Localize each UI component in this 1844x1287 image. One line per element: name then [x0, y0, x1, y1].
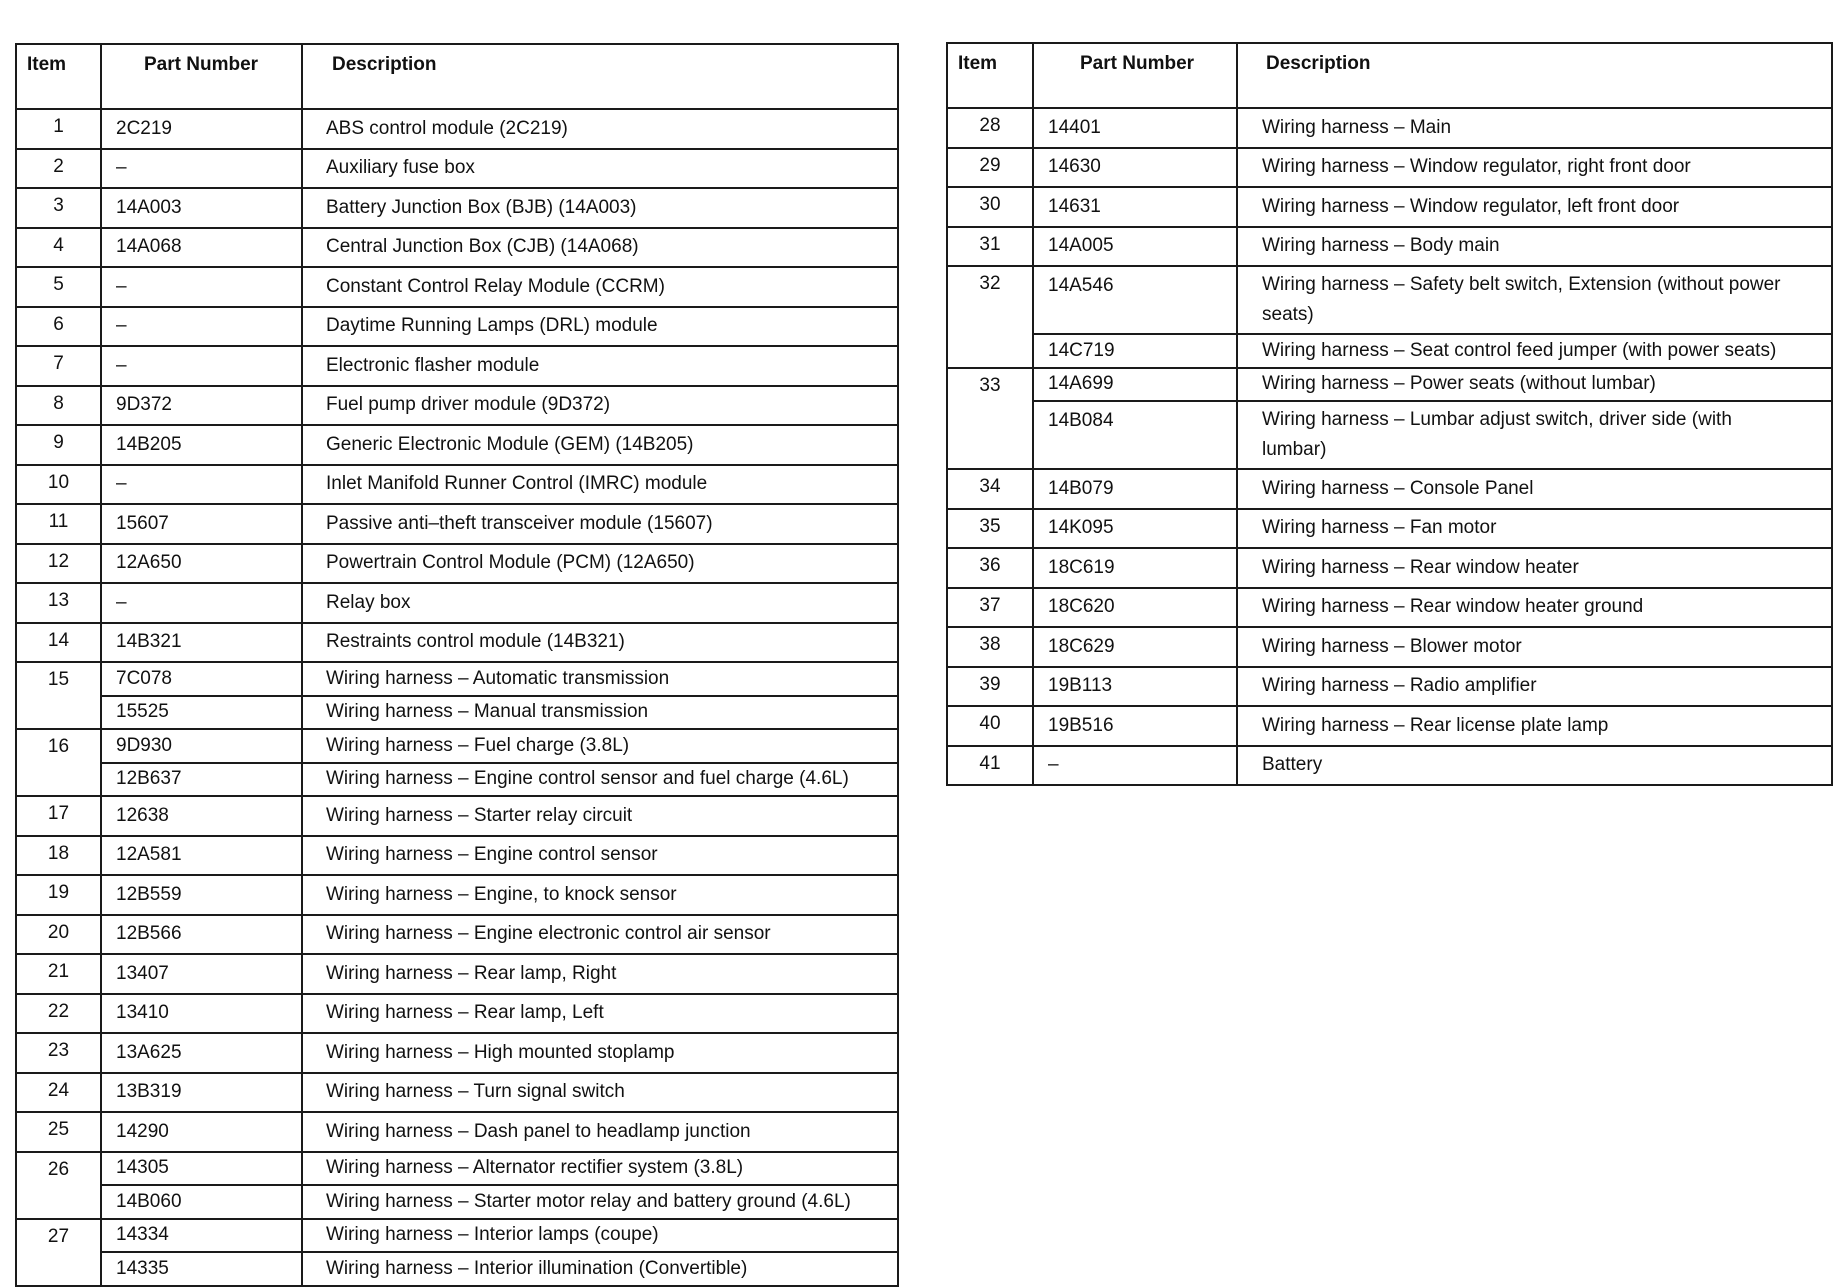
- part-description: Wiring harness – Alternator rectifier system (3.8L): [302, 1152, 898, 1186]
- part-number: 14B060: [101, 1185, 302, 1219]
- part-description: Wiring harness – Interior lamps (coupe): [302, 1219, 898, 1253]
- part-description: Powertrain Control Module (PCM) (12A650): [302, 544, 898, 584]
- table-row: [16, 188, 898, 228]
- table-body-left: [16, 109, 898, 1286]
- item-number: 21: [16, 954, 101, 994]
- header-part-number: Part Number: [101, 44, 302, 109]
- table-row: [16, 1185, 898, 1219]
- table-row: [947, 746, 1832, 786]
- header-part-number: Part Number: [1033, 43, 1237, 108]
- part-description: Wiring harness – Radio amplifier: [1237, 667, 1832, 707]
- item-number: 15: [16, 662, 101, 729]
- part-number: 15525: [101, 696, 302, 730]
- part-number: 13B319: [101, 1073, 302, 1113]
- part-description: Wiring harness – Power seats (without lumbar): [1237, 368, 1832, 402]
- part-description: Wiring harness – Window regulator, left front door: [1237, 187, 1832, 227]
- item-number: 27: [16, 1219, 101, 1286]
- part-number: 14K095: [1033, 509, 1237, 549]
- part-description: Inlet Manifold Runner Control (IMRC) module: [302, 465, 898, 505]
- part-number: –: [101, 149, 302, 189]
- table-row: [16, 623, 898, 663]
- item-number: 31: [947, 227, 1033, 267]
- item-number: 2: [16, 149, 101, 189]
- item-number: 13: [16, 583, 101, 623]
- part-description: Passive anti–theft transceiver module (15607): [302, 504, 898, 544]
- item-number: 34: [947, 469, 1033, 509]
- part-number: 9D372: [101, 386, 302, 426]
- part-number: 12B566: [101, 915, 302, 955]
- part-description: Wiring harness – Lumbar adjust switch, driver side (with lumbar): [1237, 401, 1832, 469]
- part-number: 14A068: [101, 228, 302, 268]
- item-number: 20: [16, 915, 101, 955]
- item-number: 7: [16, 346, 101, 386]
- part-description: Wiring harness – Fan motor: [1237, 509, 1832, 549]
- item-number: 25: [16, 1112, 101, 1152]
- item-number: 22: [16, 994, 101, 1034]
- table-row: [947, 401, 1832, 469]
- header-item: Item: [947, 43, 1033, 108]
- item-number: 5: [16, 267, 101, 307]
- table-row: [16, 267, 898, 307]
- item-number: 36: [947, 548, 1033, 588]
- part-description: Wiring harness – High mounted stoplamp: [302, 1033, 898, 1073]
- part-description: Fuel pump driver module (9D372): [302, 386, 898, 426]
- part-description: Wiring harness – Engine, to knock sensor: [302, 875, 898, 915]
- table-row: [947, 469, 1832, 509]
- part-description: Wiring harness – Main: [1237, 108, 1832, 148]
- part-number: 14A003: [101, 188, 302, 228]
- part-description: Wiring harness – Safety belt switch, Extension (without power seats): [1237, 266, 1832, 334]
- table-row: [947, 368, 1832, 402]
- part-number: –: [101, 465, 302, 505]
- part-description: Generic Electronic Module (GEM) (14B205): [302, 425, 898, 465]
- part-number: 12A650: [101, 544, 302, 584]
- table-row: [947, 108, 1832, 148]
- item-number: 19: [16, 875, 101, 915]
- table-row: [16, 662, 898, 696]
- table-row: [16, 109, 898, 149]
- table-row: [16, 544, 898, 584]
- part-number: –: [101, 307, 302, 347]
- part-number: 12B637: [101, 763, 302, 797]
- header-description: Description: [302, 44, 898, 109]
- part-description: Central Junction Box (CJB) (14A068): [302, 228, 898, 268]
- part-number: 12B559: [101, 875, 302, 915]
- item-number: 11: [16, 504, 101, 544]
- item-number: 12: [16, 544, 101, 584]
- table-row: [16, 875, 898, 915]
- item-number: 38: [947, 627, 1033, 667]
- part-description: Wiring harness – Manual transmission: [302, 696, 898, 730]
- table-row: [16, 228, 898, 268]
- part-number: 13A625: [101, 1033, 302, 1073]
- item-number: 26: [16, 1152, 101, 1219]
- item-number: 23: [16, 1033, 101, 1073]
- table-row: [947, 187, 1832, 227]
- part-description: Battery Junction Box (BJB) (14A003): [302, 188, 898, 228]
- part-description: Wiring harness – Fuel charge (3.8L): [302, 729, 898, 763]
- part-description: Electronic flasher module: [302, 346, 898, 386]
- table-row: [947, 706, 1832, 746]
- part-number: 18C619: [1033, 548, 1237, 588]
- table-row: [16, 1033, 898, 1073]
- part-description: Wiring harness – Dash panel to headlamp junction: [302, 1112, 898, 1152]
- table-row: [947, 548, 1832, 588]
- table-row: [947, 667, 1832, 707]
- table-row: [16, 954, 898, 994]
- item-number: 41: [947, 746, 1033, 786]
- item-number: 24: [16, 1073, 101, 1113]
- part-number: –: [101, 583, 302, 623]
- table-row: [16, 1112, 898, 1152]
- parts-table-right: [946, 42, 1833, 786]
- item-number: 37: [947, 588, 1033, 628]
- part-number: 14B321: [101, 623, 302, 663]
- item-number: 6: [16, 307, 101, 347]
- part-description: Wiring harness – Rear window heater: [1237, 548, 1832, 588]
- part-description: Battery: [1237, 746, 1832, 786]
- part-number: –: [101, 267, 302, 307]
- part-description: Wiring harness – Engine control sensor and fuel charge (4.6L): [302, 763, 898, 797]
- table-row: [16, 696, 898, 730]
- part-number: 14290: [101, 1112, 302, 1152]
- part-number: 14305: [101, 1152, 302, 1186]
- part-number: 14B205: [101, 425, 302, 465]
- table-row: [16, 1073, 898, 1113]
- table-row: [16, 504, 898, 544]
- table-row: [16, 149, 898, 189]
- table-row: [947, 627, 1832, 667]
- part-description: Wiring harness – Starter relay circuit: [302, 796, 898, 836]
- part-number: 14334: [101, 1219, 302, 1253]
- item-number: 18: [16, 836, 101, 876]
- header-description: Description: [1237, 43, 1832, 108]
- item-number: 33: [947, 368, 1033, 470]
- header-item: Item: [16, 44, 101, 109]
- part-number: 14A005: [1033, 227, 1237, 267]
- part-number: 9D930: [101, 729, 302, 763]
- part-description: Daytime Running Lamps (DRL) module: [302, 307, 898, 347]
- table-row: [947, 334, 1832, 368]
- table-row: [16, 425, 898, 465]
- part-number: 7C078: [101, 662, 302, 696]
- item-number: 30: [947, 187, 1033, 227]
- part-number: 14631: [1033, 187, 1237, 227]
- part-number: 12A581: [101, 836, 302, 876]
- part-number: 14A546: [1033, 266, 1237, 334]
- item-number: 35: [947, 509, 1033, 549]
- part-number: 13407: [101, 954, 302, 994]
- part-number: –: [1033, 746, 1237, 786]
- table-row: [16, 763, 898, 797]
- table-row: [16, 1252, 898, 1286]
- part-number: 14335: [101, 1252, 302, 1286]
- part-description: Wiring harness – Turn signal switch: [302, 1073, 898, 1113]
- item-number: 1: [16, 109, 101, 149]
- table-row: [16, 796, 898, 836]
- part-number: 14B079: [1033, 469, 1237, 509]
- item-number: 4: [16, 228, 101, 268]
- part-number: 19B113: [1033, 667, 1237, 707]
- part-number: 2C219: [101, 109, 302, 149]
- part-description: Wiring harness – Console Panel: [1237, 469, 1832, 509]
- header-row: [947, 43, 1832, 108]
- part-description: Wiring harness – Engine electronic control air sensor: [302, 915, 898, 955]
- part-number: 13410: [101, 994, 302, 1034]
- part-description: Wiring harness – Interior illumination (Convertible): [302, 1252, 898, 1286]
- table-row: [16, 836, 898, 876]
- part-description: Wiring harness – Seat control feed jumper (with power seats): [1237, 334, 1832, 368]
- table-row: [947, 148, 1832, 188]
- part-description: Restraints control module (14B321): [302, 623, 898, 663]
- part-number: 18C620: [1033, 588, 1237, 628]
- part-description: Wiring harness – Starter motor relay and battery ground (4.6L): [302, 1185, 898, 1219]
- item-number: 32: [947, 266, 1033, 368]
- part-description: Relay box: [302, 583, 898, 623]
- item-number: 28: [947, 108, 1033, 148]
- part-description: Constant Control Relay Module (CCRM): [302, 267, 898, 307]
- table-row: [16, 307, 898, 347]
- part-number: 12638: [101, 796, 302, 836]
- item-number: 39: [947, 667, 1033, 707]
- part-description: Wiring harness – Rear lamp, Right: [302, 954, 898, 994]
- item-number: 8: [16, 386, 101, 426]
- header-row: [16, 44, 898, 109]
- part-number: 15607: [101, 504, 302, 544]
- table-body-right: [947, 108, 1832, 785]
- item-number: 17: [16, 796, 101, 836]
- part-number: 14A699: [1033, 368, 1237, 402]
- parts-table-left: [15, 43, 899, 1287]
- part-number: 18C629: [1033, 627, 1237, 667]
- part-description: ABS control module (2C219): [302, 109, 898, 149]
- item-number: 40: [947, 706, 1033, 746]
- table-row: [16, 1152, 898, 1186]
- table-row: [16, 994, 898, 1034]
- part-description: Wiring harness – Automatic transmission: [302, 662, 898, 696]
- part-description: Auxiliary fuse box: [302, 149, 898, 189]
- table-row: [947, 509, 1832, 549]
- table-row: [16, 465, 898, 505]
- table-row: [947, 227, 1832, 267]
- table-row: [16, 386, 898, 426]
- part-description: Wiring harness – Body main: [1237, 227, 1832, 267]
- part-description: Wiring harness – Window regulator, right front door: [1237, 148, 1832, 188]
- part-number: –: [101, 346, 302, 386]
- table-row: [947, 266, 1832, 334]
- part-number: 19B516: [1033, 706, 1237, 746]
- part-number: 14C719: [1033, 334, 1237, 368]
- part-description: Wiring harness – Rear lamp, Left: [302, 994, 898, 1034]
- table-row: [16, 1219, 898, 1253]
- table-row: [16, 346, 898, 386]
- item-number: 9: [16, 425, 101, 465]
- item-number: 14: [16, 623, 101, 663]
- part-number: 14401: [1033, 108, 1237, 148]
- table-row: [16, 915, 898, 955]
- part-number: 14B084: [1033, 401, 1237, 469]
- part-description: Wiring harness – Rear window heater ground: [1237, 588, 1832, 628]
- item-number: 3: [16, 188, 101, 228]
- table-row: [947, 588, 1832, 628]
- table-row: [16, 729, 898, 763]
- item-number: 29: [947, 148, 1033, 188]
- item-number: 16: [16, 729, 101, 796]
- part-description: Wiring harness – Rear license plate lamp: [1237, 706, 1832, 746]
- table-row: [16, 583, 898, 623]
- item-number: 10: [16, 465, 101, 505]
- part-number: 14630: [1033, 148, 1237, 188]
- part-description: Wiring harness – Engine control sensor: [302, 836, 898, 876]
- part-description: Wiring harness – Blower motor: [1237, 627, 1832, 667]
